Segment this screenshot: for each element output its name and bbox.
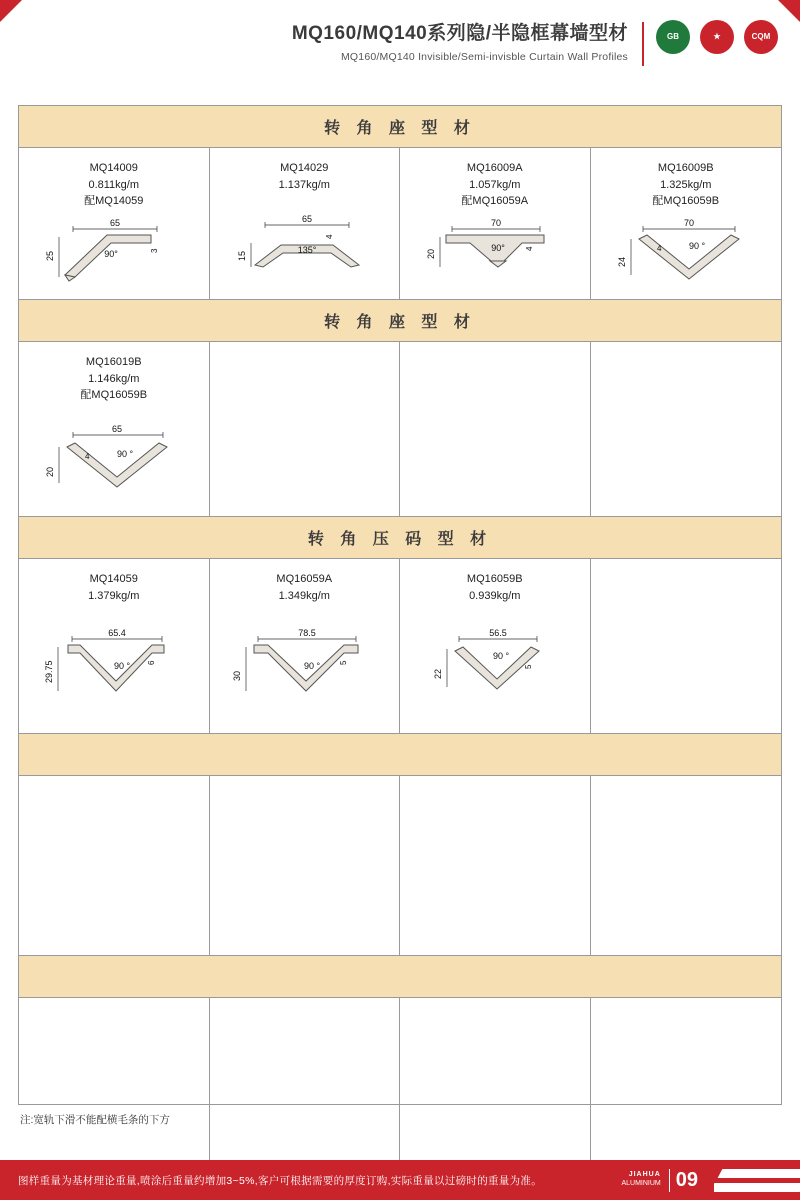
dim-width: 70: [683, 218, 694, 229]
table-row: [19, 776, 781, 956]
empty-cell: [400, 998, 591, 1176]
profile-drawing-mq14059: [25, 610, 203, 725]
product-labels: [276, 571, 332, 604]
dim-height: 15: [237, 250, 248, 261]
star-logo-label: ★: [713, 32, 721, 41]
product-weight: 1.349kg/m: [278, 589, 330, 602]
section-header-2: 转 角 座 型 材: [19, 300, 781, 342]
brand-name: [621, 1171, 660, 1189]
dim-thickness: 6: [146, 660, 156, 665]
section-header-3: 转 角 压 码 型 材: [19, 517, 781, 559]
product-weight: 0.939kg/m: [469, 589, 521, 602]
product-cell-mq16059b[interactable]: [400, 559, 591, 733]
page-footer: [0, 1160, 800, 1200]
brand-line-1: JIAHUA: [628, 1171, 661, 1179]
product-weight: 0.811kg/m: [88, 178, 140, 191]
page-number: 09: [669, 1169, 698, 1192]
dim-thickness: 4: [656, 244, 662, 254]
page-header: [0, 0, 800, 92]
product-weight: 1.146kg/m: [88, 372, 140, 385]
dim-width: 78.5: [298, 627, 317, 638]
dim-width: 70: [490, 218, 501, 229]
dim-width: 65: [111, 423, 122, 434]
dim-angle: 90 °: [113, 660, 130, 671]
product-weight: 1.137kg/m: [278, 178, 330, 191]
product-labels: [88, 571, 139, 604]
product-code: MQ14059: [89, 573, 138, 585]
product-weight: 1.325kg/m: [660, 178, 712, 191]
empty-cell: [210, 998, 401, 1176]
product-weight: 1.057kg/m: [469, 178, 521, 191]
dim-height: 30: [232, 670, 243, 681]
product-cell-mq14029[interactable]: [210, 148, 401, 299]
product-code: MQ14009: [89, 162, 138, 174]
header-divider: [642, 22, 644, 66]
dim-height: 20: [425, 249, 436, 260]
empty-cell: [591, 998, 782, 1176]
page-title-en: MQ160/MQ140 Invisible/Semi-invisble Curtain Wall Profiles: [340, 51, 628, 63]
section-header-1: 转 角 座 型 材: [19, 106, 781, 148]
product-mate: 配MQ16059B: [80, 389, 148, 401]
profile-drawing-mq16009b: [597, 216, 776, 292]
page-note: 注:宽轨下滑不能配横毛条的下方: [20, 1114, 170, 1126]
empty-cell: [19, 998, 210, 1176]
profiles-table: [18, 105, 782, 1105]
table-row: [19, 342, 781, 517]
empty-cell: [591, 342, 782, 516]
product-code: MQ16009B: [657, 162, 714, 174]
product-mate: 配MQ16059B: [652, 195, 720, 207]
product-labels: [84, 160, 143, 210]
product-labels: [80, 354, 147, 404]
empty-cell: [591, 559, 782, 733]
gb-logo-label: GB: [667, 32, 679, 41]
product-code: MQ16059B: [466, 573, 523, 585]
empty-cell: [591, 776, 782, 955]
product-labels: [461, 160, 528, 210]
footer-note: 图样重量为基材理论重量,喷涂后重量约增加3~5%,客户可根据需要的厚度订购,实际重量以过磅时的重量为准。: [18, 1174, 542, 1187]
product-labels: [652, 160, 719, 210]
dim-angle: 90 °: [688, 241, 705, 252]
product-cell-mq14059[interactable]: [19, 559, 210, 733]
profile-drawing-mq16009a: [406, 216, 584, 292]
dim-angle: 90 °: [304, 660, 321, 671]
product-weight: 1.379kg/m: [88, 589, 140, 602]
product-labels: [467, 571, 523, 604]
certification-logos: [656, 20, 778, 54]
empty-cell: [400, 776, 591, 955]
dim-thickness: 3: [149, 248, 159, 254]
profile-drawing-mq16059b: [406, 610, 584, 725]
dim-angle: 90 °: [116, 448, 133, 459]
section-header-4: [19, 734, 781, 776]
page-title-cn: MQ160/MQ140系列隐/半隐框幕墙型材: [291, 23, 628, 44]
profile-drawing-mq14009: [25, 216, 203, 292]
empty-cell: [210, 776, 401, 955]
dim-width: 65: [302, 214, 313, 224]
product-cell-mq14009[interactable]: [19, 148, 210, 299]
product-code: MQ16059A: [276, 573, 333, 585]
product-mate: 配MQ14059: [84, 195, 144, 207]
dim-height: 20: [44, 466, 55, 477]
table-row: [19, 148, 781, 300]
product-code: MQ16019B: [85, 356, 142, 368]
star-certification-logo: [700, 20, 734, 54]
dim-width: 65: [109, 218, 120, 229]
dim-height: 22: [432, 668, 443, 679]
profile-drawing-mq16019b: [25, 410, 203, 509]
dim-thickness: 5: [523, 664, 533, 669]
profile-drawing-mq16059a: [216, 610, 394, 725]
dim-angle: 90°: [103, 249, 118, 260]
dim-height: 29.75: [43, 659, 54, 683]
footer-brand: [621, 1169, 704, 1192]
brand-line-2: ALUMINIUM: [621, 1180, 661, 1187]
dim-width: 56.5: [488, 627, 507, 638]
gb-certification-logo: [656, 20, 690, 54]
empty-cell: [400, 342, 591, 516]
dim-thickness: 5: [339, 660, 349, 665]
dim-thickness: 4: [84, 451, 90, 461]
empty-cell: [19, 776, 210, 955]
empty-cell: [210, 342, 401, 516]
dim-angle: 135°: [297, 245, 317, 255]
product-cell-mq16009a[interactable]: [400, 148, 591, 299]
dim-width: 65.4: [107, 627, 126, 638]
header-titles: [292, 18, 642, 63]
dim-thickness: 4: [325, 234, 335, 239]
profile-drawing-mq14029: [216, 199, 394, 291]
product-labels: [279, 160, 330, 193]
cqm-certification-logo: [744, 20, 778, 54]
product-mate: 配MQ16059A: [461, 195, 529, 207]
product-cell-mq16009b[interactable]: [591, 148, 782, 299]
section-header-5: [19, 956, 781, 998]
swoosh-decoration-icon: [714, 1160, 800, 1200]
dim-thickness: 4: [524, 246, 534, 252]
dim-height: 25: [44, 251, 55, 262]
table-row: [19, 559, 781, 734]
table-row: [19, 998, 781, 1176]
dim-angle: 90°: [490, 243, 505, 254]
dim-height: 24: [616, 257, 627, 268]
dim-angle: 90 °: [492, 650, 509, 661]
product-cell-mq16059a[interactable]: [210, 559, 401, 733]
cqm-logo-label: CQM: [751, 32, 771, 41]
product-code: MQ16009A: [466, 162, 523, 174]
product-code: MQ14029: [280, 162, 329, 174]
product-cell-mq16019b[interactable]: [19, 342, 210, 516]
